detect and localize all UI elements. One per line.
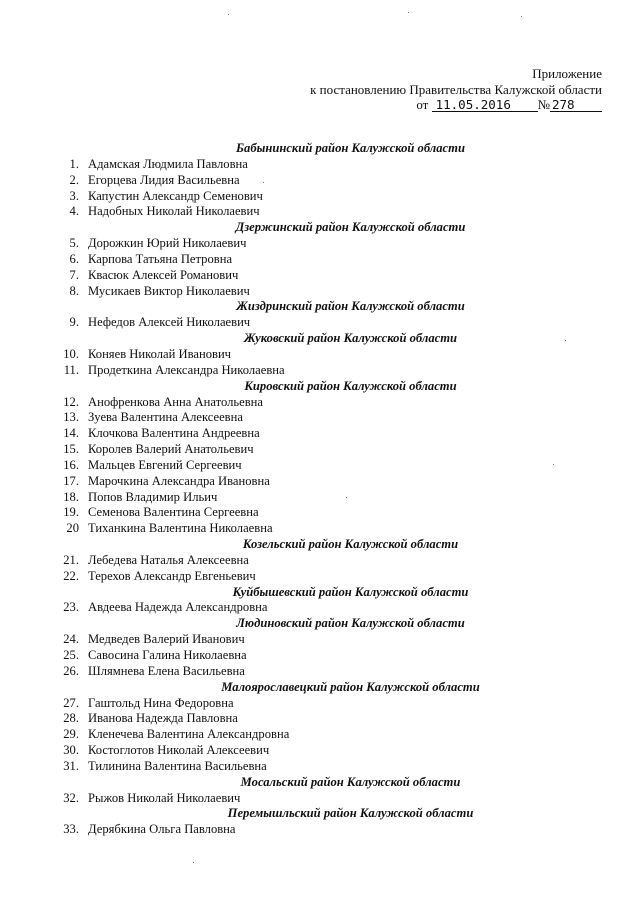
district-heading: Людиновский район Калужской области	[236, 616, 465, 631]
person-name: Иванова Надежда Павловна	[88, 711, 238, 726]
list-item	[58, 743, 583, 759]
list-item	[58, 696, 583, 712]
item-number: 3.	[69, 188, 79, 203]
scan-speck	[193, 862, 194, 863]
person-name: Клочкова Валентина Андреевна	[88, 426, 260, 441]
item-number: 23.	[63, 600, 79, 615]
district-heading: Дзержинский район Калужской области	[235, 220, 466, 235]
list-item	[58, 395, 583, 411]
item-number: 18.	[63, 489, 79, 504]
person-name: Дерябкина Ольга Павловна	[88, 822, 236, 837]
list-item	[58, 632, 583, 648]
person-name: Адамская Людмила Павловна	[88, 156, 248, 171]
district-heading: Козельский район Калужской области	[242, 537, 459, 552]
appendix-title: Приложение	[532, 66, 602, 81]
district-heading: Бабынинский район Калужской области	[236, 141, 465, 155]
scan-speck	[263, 182, 264, 183]
person-name: Попов Владимир Ильич	[88, 489, 218, 504]
person-name: Квасюк Алексей Романович	[88, 267, 239, 282]
district-heading: Кировский район Калужской области	[244, 378, 457, 393]
person-name: Гаштольд Нина Федоровна	[88, 695, 234, 710]
list-item	[58, 727, 583, 743]
item-number: 8.	[69, 283, 79, 298]
number-prefix: №	[537, 97, 550, 112]
item-number: 30.	[63, 743, 79, 758]
item-number: 1.	[69, 156, 79, 171]
district-heading: Жуковский район Калужской области	[243, 331, 458, 346]
list-item	[58, 822, 583, 838]
decree-number: 278	[550, 98, 602, 112]
person-name: Зуева Валентина Алексеевна	[88, 410, 243, 425]
list-item	[58, 521, 583, 537]
district-heading: Мосальский район Калужской области	[240, 774, 461, 789]
list-item	[58, 664, 583, 680]
list-item	[58, 711, 583, 727]
person-name: Авдеева Надежда Александровна	[88, 600, 268, 615]
person-name: Дорожкин Юрий Николаевич	[88, 236, 247, 251]
person-name: Костоглотов Николай Алексеевич	[88, 743, 270, 758]
list-item	[58, 410, 583, 426]
list-item	[58, 648, 583, 664]
appendix-reference: к постановлению Правительства Калужской области	[310, 81, 602, 97]
item-number: 6.	[69, 251, 79, 266]
item-number: 16.	[63, 457, 79, 472]
person-name: Надобных Николай Николаевич	[88, 204, 260, 219]
list-item	[58, 236, 583, 252]
item-number: 33.	[63, 822, 79, 837]
list-item	[58, 347, 583, 363]
scan-speck	[346, 497, 347, 498]
district-heading: Перемышльский район Калужской области	[227, 806, 474, 821]
list-item	[58, 553, 583, 569]
scan-speck	[408, 12, 409, 13]
item-number: 20	[66, 521, 79, 536]
list-item	[58, 252, 583, 268]
item-number: 7.	[69, 267, 79, 282]
person-name: Лебедева Наталья Алексеевна	[88, 552, 249, 567]
person-name: Медведев Валерий Иванович	[88, 632, 245, 647]
list-item	[58, 791, 583, 807]
item-number: 26.	[63, 663, 79, 678]
date-prefix: от	[416, 97, 429, 112]
person-name: Марочкина Александра Ивановна	[88, 473, 270, 488]
persons-list	[58, 141, 583, 838]
list-item	[58, 189, 583, 205]
person-name: Королев Валерий Анатольевич	[88, 442, 254, 457]
person-name: Продеткина Александра Николаевна	[88, 362, 285, 377]
item-number: 28.	[63, 711, 79, 726]
list-item	[58, 505, 583, 521]
person-name: Шлямнева Елена Васильевна	[88, 663, 245, 678]
item-number: 11.	[63, 362, 79, 377]
person-name: Карпова Татьяна Петровна	[88, 251, 233, 266]
list-item	[58, 363, 583, 379]
scan-speck	[565, 340, 566, 341]
list-item	[58, 284, 583, 300]
person-name: Капустин Александр Семенович	[88, 188, 263, 203]
scan-speck	[521, 16, 522, 17]
list-item	[58, 490, 583, 506]
person-name: Анофренкова Анна Анатольевна	[88, 394, 263, 409]
person-name: Тиханкина Валентина Николаевна	[88, 521, 273, 536]
item-number: 9.	[69, 315, 79, 330]
list-item	[58, 157, 583, 173]
person-name: Савосина Галина Николаевна	[88, 648, 247, 662]
list-item	[58, 442, 583, 458]
item-number: 27.	[63, 695, 79, 710]
item-number: 10.	[63, 346, 79, 361]
item-number: 13.	[63, 410, 79, 425]
list-item	[58, 204, 583, 220]
person-name: Кленечева Валентина Александровна	[88, 727, 290, 742]
item-number: 2.	[69, 172, 79, 187]
list-item	[58, 569, 583, 585]
list-item	[58, 474, 583, 490]
item-number: 15.	[63, 442, 79, 457]
item-number: 19.	[63, 505, 79, 520]
item-number: 32.	[63, 790, 79, 805]
list-item	[58, 173, 583, 189]
list-item	[58, 600, 583, 616]
item-number: 17.	[63, 473, 79, 488]
list-item	[58, 315, 583, 331]
scan-speck	[553, 464, 554, 465]
person-name: Рыжов Николай Николаевич	[88, 790, 241, 805]
list-item	[58, 426, 583, 442]
person-name: Нефедов Алексей Николаевич	[88, 315, 251, 330]
decree-date: 11.05.2016	[432, 98, 538, 112]
person-name: Терехов Александр Евгеньевич	[88, 568, 256, 583]
appendix-date-number	[310, 97, 602, 113]
list-item	[58, 759, 583, 775]
item-number: 29.	[63, 727, 79, 742]
item-number: 24.	[63, 632, 79, 647]
list-item	[58, 268, 583, 284]
person-name: Коняев Николай Иванович	[88, 346, 232, 361]
district-heading: Малоярославецкий район Калужской области	[221, 679, 480, 694]
district-heading: Куйбышевский район Калужской области	[232, 584, 469, 599]
list-item	[58, 458, 583, 474]
item-number: 25.	[63, 648, 79, 662]
appendix-header	[310, 66, 602, 113]
item-number: 31.	[63, 758, 79, 773]
item-number: 12.	[63, 394, 79, 409]
person-name: Тилинина Валентина Васильевна	[88, 758, 267, 773]
item-number: 5.	[69, 236, 79, 251]
person-name: Семенова Валентина Сергеевна	[88, 505, 259, 520]
person-name: Мусикаев Виктор Николаевич	[88, 283, 250, 298]
district-heading: Жиздринский район Калужской области	[236, 299, 465, 314]
scan-speck	[228, 14, 229, 15]
item-number: 22.	[63, 568, 79, 583]
person-name: Мальцев Евгений Сергеевич	[88, 457, 242, 472]
item-number: 21.	[63, 552, 79, 567]
person-name: Егорцева Лидия Васильевна	[88, 172, 240, 187]
item-number: 14.	[63, 426, 79, 441]
item-number: 4.	[69, 204, 79, 219]
